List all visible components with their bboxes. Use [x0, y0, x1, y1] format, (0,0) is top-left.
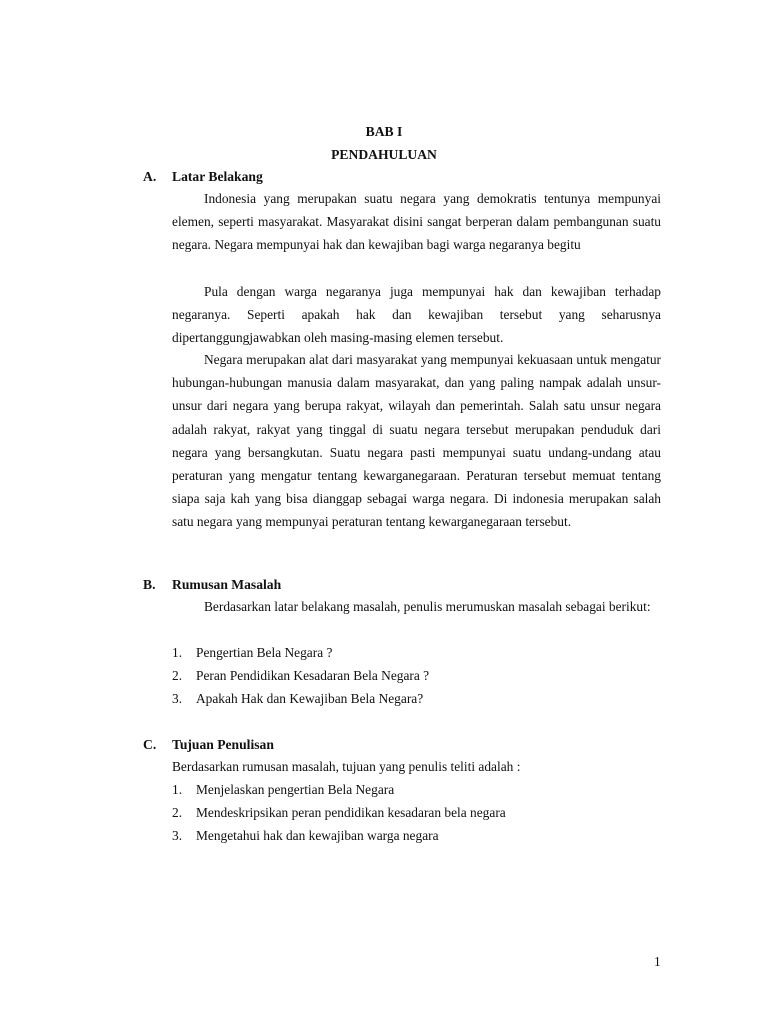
list-item-text: Mendeskripsikan peran pendidikan kesadaran bela negara [196, 805, 506, 820]
list-item-number: 1. [172, 645, 183, 660]
section-a-paragraph-2 [172, 280, 661, 350]
list-item [172, 782, 394, 798]
list-item-text: Mengetahui hak dan kewajiban warga negara [196, 828, 439, 843]
list-item [172, 645, 332, 661]
list-item [172, 668, 429, 684]
section-c-heading [143, 737, 274, 753]
list-item-number: 3. [172, 691, 183, 706]
chapter-number: BAB I [365, 124, 403, 139]
section-c-letter: C. [143, 737, 157, 752]
section-a-paragraph-3 [172, 348, 661, 534]
list-item-text: Apakah Hak dan Kewajiban Bela Negara? [196, 691, 424, 706]
list-item-number: 3. [172, 828, 183, 843]
chapter-title: PENDAHULUAN [331, 147, 437, 162]
list-item-number: 1. [172, 782, 183, 797]
section-a-paragraph-1 [172, 187, 661, 257]
section-a-title: Latar Belakang [172, 169, 263, 184]
section-b-heading [143, 577, 281, 593]
section-a-letter: A. [143, 169, 157, 184]
section-c-intro: Berdasarkan rumusan masalah, tujuan yang penulis teliti adalah : [172, 759, 521, 774]
section-a-heading [143, 169, 263, 185]
section-b-title: Rumusan Masalah [172, 577, 282, 592]
list-item-text: Menjelaskan pengertian Bela Negara [196, 782, 395, 797]
list-item-text: Peran Pendidikan Kesadaran Bela Negara ? [196, 668, 430, 683]
list-item-number: 2. [172, 668, 183, 683]
section-b-intro-text: Berdasarkan latar belakang masalah, penulis merumuskan masalah sebagai berikut: [204, 599, 651, 614]
section-c-title: Tujuan Penulisan [172, 737, 274, 752]
section-a-p1-text: Indonesia yang merupakan suatu negara yang demokratis tentunya mempunyai elemen, seperti masyarakat. Masyarakat disini sangat berperan dalam pembangunan suatu negara. Negara mempunyai hak dan kewajiban bagi warga negaranya begitu [172, 191, 661, 253]
list-item-text: Pengertian Bela Negara ? [196, 645, 333, 660]
list-item [172, 805, 506, 821]
section-a-p3-text: Negara merupakan alat dari masyarakat yang mempunyai kekuasaan untuk mengatur hubungan-hubungan manusia dalam masyarakat, dan yang paling nampak adalah unsur-unsur dari negara yang berupa rakyat, wilayah dan pemerintah. Salah satu unsur negara adalah rakyat, rakyat yang tinggal di suatu negara tersebut merupakan penduduk dari negara yang bersangkutan. Suatu negara pasti mempunyai suatu undang-undang atau peraturan yang mengatur tentang kewarganegaraan. Peraturan tersebut memuat tentang siapa saja kah yang bisa dianggap sebagai warga negara. Di indonesia merupakan salah satu negara yang mempunyai peraturan tentang kewarganegaraan tersebut. [172, 352, 661, 530]
section-b-intro [172, 595, 661, 618]
list-item-number: 2. [172, 805, 183, 820]
list-item [172, 828, 439, 844]
list-item [172, 691, 423, 707]
page-number: 1 [654, 954, 661, 969]
section-b-letter: B. [143, 577, 156, 592]
section-a-p2-text: Pula dengan warga negaranya juga mempunyai hak dan kewajiban terhadap negaranya. Seperti apakah hak dan kewajiban tersebut yang seharusnya dipertanggungjawabkan oleh masing-masing elemen tersebut. [172, 284, 661, 346]
